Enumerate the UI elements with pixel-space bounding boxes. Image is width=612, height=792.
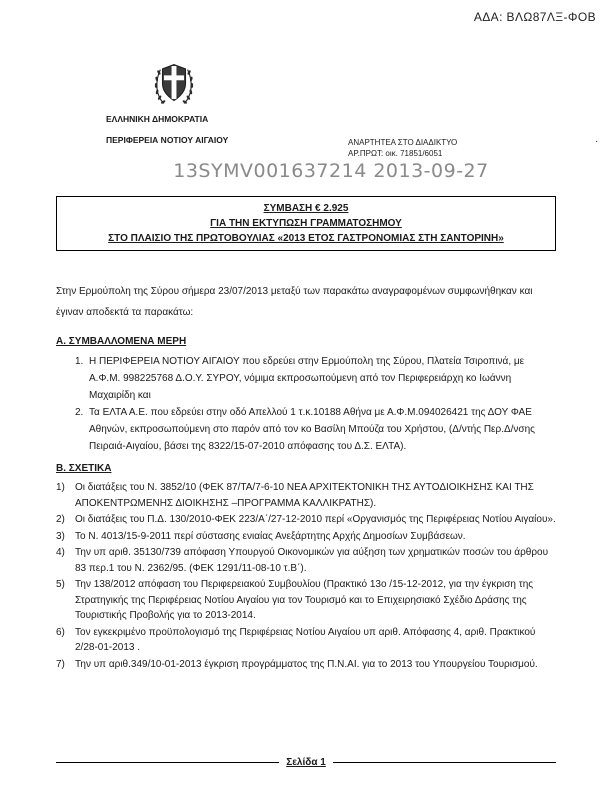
intro-paragraph: Στην Ερμούπολη της Σύρου σήμερα 23/07/2013 μεταξύ των παρακάτω αναγραφομένων συμφωνήθηκαν και έγιναν αποδεκτά τα παρακάτω: xyxy=(56,286,533,318)
issuer-block xyxy=(106,60,242,145)
list-item xyxy=(75,353,556,404)
ada-number: ΑΔΑ: ΒΛΩ87ΛΞ-ΦΟΒ xyxy=(473,10,596,24)
title-line-1: ΣΥΜΒΑΣΗ € 2.925 xyxy=(263,203,349,214)
list-item-marker: 2) xyxy=(56,514,65,525)
title-box xyxy=(56,196,556,251)
section-a-list xyxy=(56,353,556,455)
list-item xyxy=(56,480,556,511)
list-item-marker: 2. xyxy=(75,407,84,418)
list-item-text: Τον εγκεκριμένο προϋπολογισμό της Περιφέρειας Νοτίου Αιγαίου υπ αριθ. Απόφασης 4, αριθ. Πρακτικού 2/28-01-2013 . xyxy=(75,626,536,653)
list-item xyxy=(75,404,556,455)
protocol-number: ΑΡ.ΠΡΩΤ: οικ. 71851/6051 xyxy=(348,149,443,158)
section-b-list xyxy=(56,480,556,672)
page-number-label: Σελίδα 1 xyxy=(286,757,326,768)
list-item-marker: 6) xyxy=(56,626,65,638)
list-item-marker: 1. xyxy=(75,356,84,367)
list-item-text: Το Ν. 4013/15-9-2011 περί σύστασης ενιαίας Ανεξάρτητης Αρχής Δημοσίων Συμβάσεων. xyxy=(75,530,466,542)
title-line-2: ΓΙΑ ΤΗΝ ΕΚΤΥΠΩΣΗ ΓΡΑΜΜΑΤΟΣΗΜΟΥ xyxy=(210,218,402,229)
posting-block xyxy=(348,137,457,159)
list-item xyxy=(56,512,556,528)
posting-note: ΑΝΑΡΤΗΤΕΑ ΣΤΟ ΔΙΑΔΙΚΤΥΟ xyxy=(348,138,458,147)
list-item-marker: 7) xyxy=(56,658,65,670)
footer-rule-right xyxy=(333,762,556,763)
list-item-marker: 5) xyxy=(56,579,65,590)
page-footer xyxy=(56,757,556,768)
list-item-text: Η ΠΕΡΙΦΕΡΕΙΑ ΝΟΤΙΟΥ ΑΙΓΑΙΟΥ που εδρεύει στην Ερμούπολη της Σύρου, Πλατεία Τσιροπινά, με Α.Φ.Μ. 998225768 Δ.Ο.Υ. ΣΥΡΟΥ, νόμιμα εκπροσωπούμενη από τον Περιφερειάρχη κο Ιωάννη Μαχαιρίδη και xyxy=(89,356,525,401)
list-item xyxy=(56,529,556,545)
list-item-marker: 3) xyxy=(56,530,65,542)
list-item-text: Οι διατάξεις του Ν. 3852/10 (ΦΕΚ 87/ΤΑ/7-6-10 ΝΕΑ ΑΡΧΙΤΕΚΤΟΝΙΚΗ ΤΗΣ ΑΥΤΟΔΙΟΙΚΗΣΗΣ ΚΑΙ ΤΗΣ ΑΠΟΚΕΝΤΡΩΜΕΝΗΣ ΔΙΟΙΚΗΣΗΣ –ΠΡΟΓΡΑΜΜΑ ΚΑΛΛΙΚΡΑΤΗΣ). xyxy=(75,482,534,509)
list-item xyxy=(56,545,556,576)
list-item xyxy=(56,577,556,624)
diavgeia-stamp: 13SYMV001637214 2013-09-27 xyxy=(173,160,489,182)
footer-rule-left xyxy=(56,762,279,763)
section-a-heading: Α. ΣΥΜΒΑΛΛΟΜΕΝΑ ΜΕΡΗ xyxy=(56,336,187,347)
stray-dot: . xyxy=(595,134,598,145)
list-item-text: Την υπ αριθ. 35130/739 απόφαση Υπουργού Οικονομικών για αύξηση των χρηματικών ποσών του άρθρου 83 περ.1 του Ν. 2362/95. (ΦΕΚ 1291/11-08-10 τ.Β΄). xyxy=(75,547,549,574)
list-item-marker: 4) xyxy=(56,547,65,558)
section-b-heading: Β. ΣΧΕΤΙΚΑ xyxy=(56,463,112,474)
list-item-text: Την υπ αριθ.349/10-01-2013 έγκριση προγράμματος της Π.Ν.ΑΙ. για το 2013 του Υπουργείου Τουρισμού. xyxy=(75,658,538,670)
issuer-country: ΕΛΛΗΝΙΚΗ ΔΗΜΟΚΡΑΤΙΑ xyxy=(106,114,209,124)
list-item-text: Την 138/2012 απόφαση του Περιφερειακού Συμβουλίου (Πρακτικό 13ο /15-12-2012, για την έγκριση της Στρατηγικής της Περιφέρειας Νοτίου Αιγαίου για τον Τουρισμό και το Επιχειρησιακό Σχέδιο Δράσης της Τουριστικής Προβολής για το 2013-2014. xyxy=(75,579,534,621)
issuer-region: ΠΕΡΙΦΕΡΕΙΑ ΝΟΤΙΟΥ ΑΙΓΑΙΟΥ xyxy=(106,135,229,145)
list-item-text: Οι διατάξεις του Π.Δ. 130/2010-ΦΕΚ 223/Α΄/27-12-2010 περί «Οργανισμός της Περιφέρειας Νοτίου Αιγαίου». xyxy=(75,514,556,525)
list-item-text: Τα ΕΛΤΑ Α.Ε. που εδρεύει στην οδό Απελλού 1 τ.κ.10188 Αθήνα με Α.Φ.Μ.094026421 της ΔΟΥ ΦΑΕ Αθηνών, εκπροσωπούμενη στο παρόν από τον κο Βασίλη Μπούζα του Χρήστου, (Δ/ντής Περ.Δ/νσης Πειραιά-Αιγαίου, βάσει της 8322/15-07-2010 απόφασης του Δ.Σ. ΕΛΤΑ). xyxy=(89,407,535,452)
list-item xyxy=(56,625,556,656)
greek-coat-of-arms-icon xyxy=(151,60,197,108)
list-item xyxy=(56,657,556,673)
title-line-3: ΣΤΟ ΠΛΑΙΣΙΟ ΤΗΣ ΠΡΩΤΟΒΟΥΛΙΑΣ «2013 ΕΤΟΣ ΓΑΣΤΡΟΝΟΜΙΑΣ ΣΤΗ ΣΑΝΤΟΡΙΝΗ» xyxy=(108,233,504,244)
list-item-marker: 1) xyxy=(56,482,65,493)
